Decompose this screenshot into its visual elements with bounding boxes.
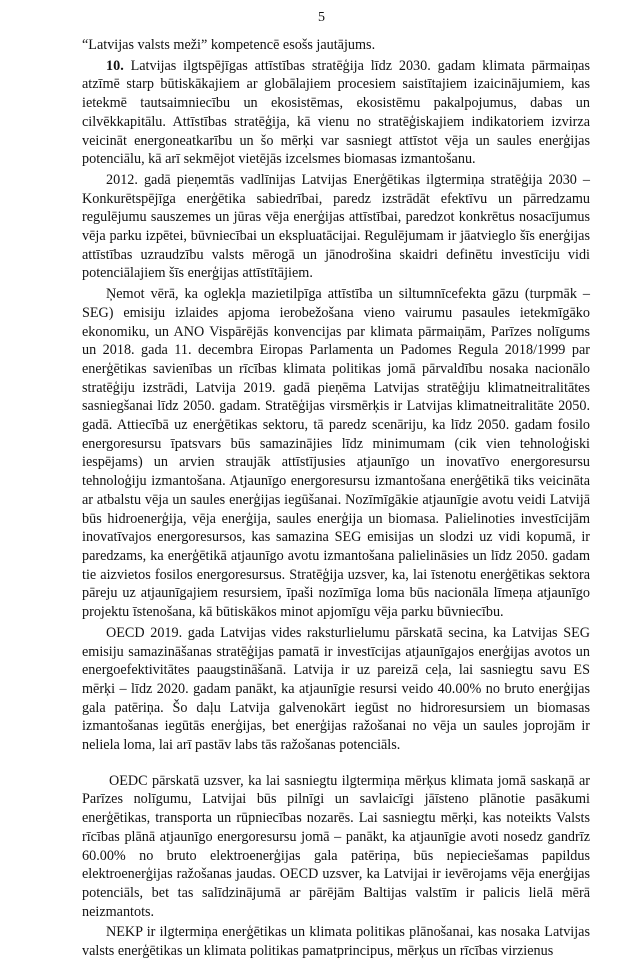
paragraph-3: 2012. gadā pieņemtās vadlīnijas Latvijas Enerģētikas ilgtermiņa stratēģija 2030 – Konkurētspējīga enerģētika sabiedrībai, paredz izstrādāt efektīvu un pārredzamu regulējumu sauszemes un jūras vēja enerģijas attīstībai, paredzot konkrētus nosacījumus vēja parku izpētei, būvniecībai un ekspluatācijai. Regulējumam ir jāatvieglo šīs enerģijas attīstības uzraudzību valsts mērogā un jānodrošina skaidri definētu investīciju vidi potenciālajiem šīs enerģijas attīstītājiem. <box>82 171 590 282</box>
paragraph-6: OEDC pārskatā uzsver, ka lai sasniegtu ilgtermiņa mērķus klimata jomā saskaņā ar Parīzes nolīgumu, Latvijai būs pilnīgi un savlaicīgi jāīsteno plānotie pasākumi enerģētikas, transporta un rūpniecības nozarēs. Lai sasniegtu mērķi, kas noteikts Valsts rīcības plānā atjaunīgo energoresursu jomā – panākt, ka atjaunīgie avoti nosedz gandrīz 60.00% no bruto elektroenerģijas gala patēriņa, būs nepieciešamas papildus elektroenerģijas ražošanas jaudas. OECD uzsver, ka Latvijai ir ievērojams vēja enerģijas potenciāls, bet tas salīdzinājumā ar pārējām Baltijas valstīm ir palicis lielā mērā neizmantots. <box>82 772 590 920</box>
document-body <box>82 36 590 961</box>
paragraph-2-number: 10. <box>106 57 124 74</box>
paragraph-1: “Latvijas valsts meži” kompetencē esošs jautājums. <box>82 37 376 53</box>
paragraph-7: NEKP ir ilgtermiņa enerģētikas un klimata politikas plānošanai, kas nosaka Latvijas valsts enerģētikas un klimata politikas pamatprincipus, mērķus un rīcības virzienus <box>82 924 590 960</box>
paragraph-4: Ņemot vērā, ka oglekļa mazietilpīga attīstība un siltumnīcefekta gāzu (turpmāk – SEG) emisiju izlaides apjoma ierobežošana vieno vairumu pasaules ietekmīgāko ekonomiku, un ANO Vispārējās konvencijas par klimata pārmaiņām, Parīzes nolīgums un 2018. gada 11. decembra Eiropas Parlamenta un Padomes Regula 2018/1999 par enerģētikas savienības un rīcības klimata politikas jomā pārvaldību nosaka nacionālo stratēģiju izstrādi, Latvija 2019. gadā pieņēma Latvijas stratēģiju klimatneitralitātes sasniegšanai līdz 2050. gadam. Stratēģijas virsmērķis ir Latvijas klimatneitralitāte 2050. gadā. Attiecībā uz enerģētikas sektoru, tā paredz scenāriju, ka līdz 2050. gadam fosilo energoresursu īpatsvars būs samazinājies līdz minimumam (cik vien tehnoloģiski iespējams) un arvien straujāk attīstījusies atjaunīgo un inovatīvo energoresursu tehnoloģiju izmantošana. Atjaunīgo energoresursu izmantošana enerģētikā tiks veicināta ar atbalstu vēja un saules enerģijas iegūšanai. Nozīmīgākie atjaunīgie avotu veidi Latvijā būs hidroenerģija, vēja enerģija, saules enerģija un biomasa. Palielinoties investīcijām inovatīvajos energoresursos, kas samazina SEG emisijas un slodzi uz vidi kopumā, ir paredzams, ka enerģētikā atjaunīgo avotu izmantošana palielināsies un līdz 2050. gadam tie aizvietos fosilos energoresursus. Stratēģija uzsver, ka, lai īstenotu enerģētikas sektora pāreju uz atjaunīgajiem resursiem, īpaši nozīmīga loma būs nacionāla līmeņa atjaunīgo projektu īstenošana, kā būtiskākos minot apjomīgu vēja parku būvniecību. <box>82 286 590 621</box>
page-number: 5 <box>318 10 325 25</box>
paragraph-2-text: Latvijas ilgtspējīgas attīstības stratēģija līdz 2030. gadam klimata pārmaiņas atzīmē starp būtiskākajiem ar globālajiem procesiem saistītajiem izaicinājumiem, kas ietekmē tautsaimniecību un ekosistēmas, ekosistēmu pakalpojumus, dabas un cilvēkkapitālu. Attīstības stratēģija, kā vienu no stratēģiskajiem indikatoriem izvirza veicināt energoneatkarību un šo mērķi var sasniegt attīstot vēja un saules enerģijas potenciālu, kā arī sekmējot vietējās izcelsmes biomasas izmantošanu. <box>82 57 590 168</box>
paragraph-2 <box>82 57 590 169</box>
paragraph-5: OECD 2019. gada Latvijas vides raksturlielumu pārskatā secina, ka Latvijas SEG emisiju samazināšanas stratēģijas pamatā ir investīcijas atjaunīgajos enerģijas avotos un energoefektivitātes paaugstināšanā. Latvija ir uz pareizā ceļa, lai sasniegtu savu ES mērķi – līdz 2020. gadam panākt, ka atjaunīgie resursi veido 40.00% no bruto enerģijas gala patēriņa. Šo daļu Latvija galvenokārt iegūst no hidroresursiem un biomasas izmantošanas iegūtās enerģijas, bet enerģijas ražošanai no vēja un saules joprojām ir neliela loma, lai arī pastāv labs tās ražošanas potenciāls. <box>82 624 590 754</box>
